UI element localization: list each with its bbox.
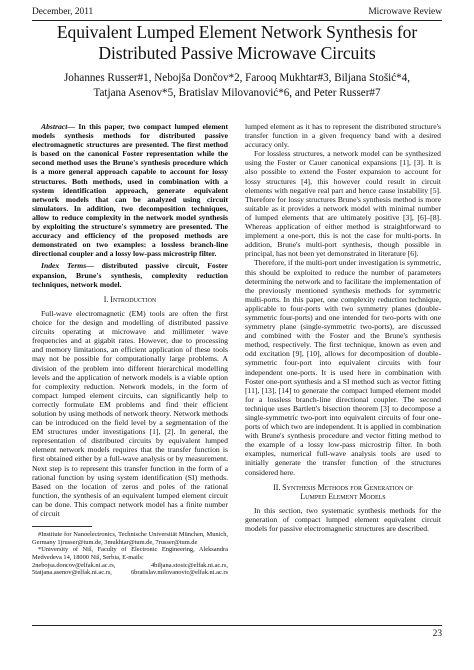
page-number: 23 (432, 629, 442, 639)
index-terms (32, 261, 228, 288)
footnote-affiliation-1: #Institute for Nanoelectronics, Technische Universität München, Munich, Germany 1jrusser@tum.de, 3mukhtar@tum.de, 7russer@tum.de (32, 531, 228, 546)
title-line-1: Equivalent Lumped Element Network Synthesis for (56, 22, 418, 42)
body-paragraph: For lossless structures, a network model can be synthesized using the Foster or Cauer canonical expansions [1], [3]. It is also possible to extend the Foster expansion to account for lossy structures [4], this however could result in circuit elements with negative real part and hence cause instability [5]. Therefore for lossy structures Brune's synthesis method is more suitable as it provides a network model with minimal number of lumped elements that are ultimately positive [3], [6]–[8]. Whereas application of either method is straightforward to implement a one-port, this is not the case for multi-ports. In addition, Brune's multi-port synthesis, though possible in principal, has not been yet demonstrated in literature [6]. (245, 149, 441, 259)
paper-title (20, 22, 454, 64)
footnote-emails (32, 562, 228, 577)
index-terms-text: — distributed passive circuit, Foster expansion, Brune's synthesis, complexity reduction techniques, network model. (32, 261, 228, 289)
header-rule (32, 20, 442, 21)
footnotes (32, 531, 228, 577)
abstract-text: — In this paper, two compact lumped element models synthesis methods for distributed passive electromagnetic structures are presented. The first method is based on the canonical Foster representation while the second method uses the Brune's synthesis procedure which is a more general approach capable to account for lossy structures. Both methods, used in combination with a system identification approach, generate equivalent network models that can be analyzed using circuit simulators. In addition, two decomposition techniques, allow to reduce complexity in the network model synthesis by exploiting the structure's symmetry are presented. The accuracy and efficiency of the proposed methods are demonstrated on two examples: a lossless branch-line directional coupler and a lossy low-pass microstrip filter. (32, 122, 228, 259)
footer-rule (32, 625, 442, 626)
footnote-email-row (32, 569, 228, 577)
abstract (32, 122, 228, 258)
running-header (32, 7, 442, 17)
authors-line-2: Tatjana Asenov*5, Bratislav Milovanović*6, and Peter Russer#7 (93, 87, 381, 99)
footnote-email: 4biljana.stosic@elfak.ni.ac.rs, (150, 561, 228, 569)
body-paragraph: lumped element as it has to represent the distributed structure's transfer function in a given frequency band with a desired accuracy only. (245, 122, 441, 150)
authors-line-1: Johannes Russer#1, Nebojša Dončov*2, Farooq Mukhtar#3, Biljana Stošić*4, (63, 72, 411, 84)
abstract-label: Abstract (41, 122, 68, 131)
intro-paragraph: Full-wave electromagnetic (EM) tools are often the first choice for the design and modelling of distributed passive circuits operating at microwave and millimeter wave frequencies and at gigabit rates. However, due to processing and memory limitations, an efficient application of these tools may not be possible for computationally large problems. A division of the problem into different hierarchical modelling levels and the application of network models is a viable option for complexity reduction. Network models, in the form of compact lumped element circuits, can significantly help to correctly formulate EM problems and find their efficient solution by using methods of network theory. Network methods can be introduced on the field level by a segmentation of the EM structures under investigations [1], [2]. In general, the representation of distributed circuits by equivalent lumped element network models requires that the transfer function is first obtained either by a full-wave analysis or by measurement. Next step is to represent this transfer function in the form of a rational function by using system identification (SI) methods. Based on the location of zeros and poles of the rational function, the synthesis of an equivalent lumped element circuit can be done. This compact network model has a finite number of circuit (32, 308, 228, 519)
body-paragraph: Therefore, if the multi-port under investigation is symmetric, this should be exploited to reduce the number of parameters determining the network and to facilitate the implementation of the previously mentioned synthesis methods for symmetric multi-ports. In this paper, one complexity reduction technique, applicable to four-ports with two symmetry planes (double-symmetric four-ports) and one intended for two-ports with one symmetry plane (single-symmetric two-ports), are discussed and combined with the Foster and the Brune's synthesis method, respectively. The first technique, known as even and odd excitation [9], [10], allows for decomposition of double-symmetric four-port into equivalent circuits with four independent one-ports. It is used here in combination with Foster one-port synthesis and a SI method such as vector fitting [11], [13], [14] to generate the compact lumped element model for a lossless branch-line directional coupler. The second technique uses Bartlett's bisection theorem [3] to decompose a single-symmetric two-port into equivalent circuits of four one-ports of which two are independent. It is applied in combination with Brune's synthesis procedure and vector fitting method to the example of a lossy low-pass microstrip filter. In both examples, numerical full-wave analysis tools are used to initially generate the transfer function of the structures considered here. (245, 258, 441, 477)
author-list (20, 71, 454, 101)
section-heading-line-1: II. Synthesis Methods for Generation of (273, 482, 413, 492)
header-journal: Microwave Review (368, 7, 442, 17)
left-column (32, 122, 228, 577)
right-column (245, 122, 441, 534)
footnote-email: 5tatjana.asenov@elfak.ni.ac.rs, (32, 569, 112, 577)
header-date: December, 2011 (32, 7, 94, 17)
section-heading-synthesis-methods (245, 483, 441, 502)
footnote-affiliation-2: *University of Niš, Faculty of Electronic Engineering, Aleksandra Medvedeva 14, 18000 Niš, Serbia, E-mails: (32, 546, 228, 561)
section-heading-line-2: Lumped Element Models (300, 491, 386, 501)
index-terms-label: Index Terms (41, 261, 87, 271)
footnote-email: 2nebojsa.doncov@elfak.ni.ac.rs, (32, 561, 116, 569)
footnote-email: 6bratislav.milovanovic@elfak.ni.ac.rs (130, 569, 228, 577)
section-heading-introduction: I. Introduction (103, 294, 157, 304)
title-line-2: Distributed Passive Microwave Circuits (98, 43, 376, 63)
footnote-email-row (32, 562, 228, 570)
body-paragraph: In this section, two systematic synthesis methods for the generation of compact lumped element equivalent circuit models for passive electromagnetic structures are described. (245, 506, 441, 534)
footnote-rule (32, 526, 92, 527)
